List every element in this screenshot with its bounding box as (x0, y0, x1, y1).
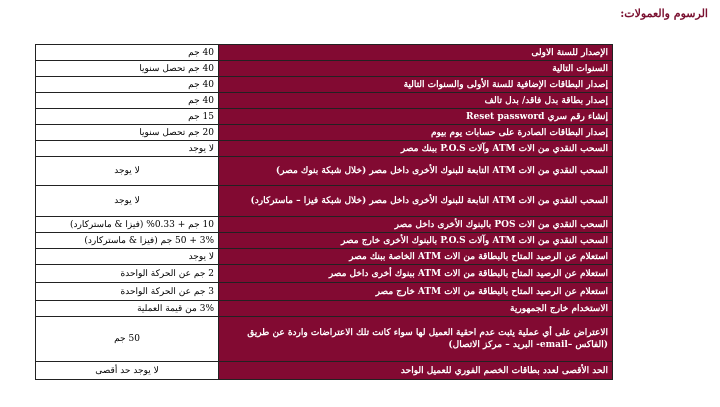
fee-value: لا يوجد (36, 141, 219, 157)
table-row (36, 157, 613, 186)
fee-label: الاعتراض على أي عملية يثبت عدم احقية العميل لها سواء كانت تلك الاعتراضات واردة عن طريق (الفاكس –email- البريد – مركز الاتصال) (219, 317, 613, 362)
fee-label: السحب النقدي من الات POS بالبنوك الأخرى داخل مصر (219, 217, 613, 233)
fee-label: إصدار البطاقات الصادرة على حسابات يوم بيوم (219, 125, 613, 141)
table-row (36, 93, 613, 109)
table-row (36, 233, 613, 249)
fee-label: الإصدار للسنة الاولى (219, 45, 613, 61)
fee-value: 40 جم تحصل سنويا (36, 61, 219, 77)
table-row (36, 265, 613, 283)
fee-value: 40 جم (36, 45, 219, 61)
fee-value: لا يوجد (36, 157, 219, 186)
fee-label: السحب النقدي من الات ATM وآلات P.O.S ببنك مصر (219, 141, 613, 157)
fee-label: السحب النقدي من الات ATM وآلات P.O.S بالبنوك الأخرى خارج مصر (219, 233, 613, 249)
table-row (36, 362, 613, 380)
fee-value: 2 جم عن الحركة الواحدة (36, 265, 219, 283)
section-title: الرسوم والعمولات: (620, 7, 708, 20)
table-row (36, 186, 613, 217)
fee-label: الاستخدام خارج الجمهورية (219, 301, 613, 317)
table-row (36, 249, 613, 265)
fee-label: السنوات التالية (219, 61, 613, 77)
fee-value: 50 جم (36, 317, 219, 362)
table-row (36, 141, 613, 157)
fee-label: السحب النقدي من الات ATM التابعة للبنوك الأخرى داخل مصر (خلال شبكة فيزا – ماستركارد) (219, 186, 613, 217)
fee-value: 3% + 50 جم (فيزا & ماستركارد) (36, 233, 219, 249)
table-row (36, 301, 613, 317)
table-row (36, 283, 613, 301)
fee-value: لا يوجد (36, 186, 219, 217)
table-row (36, 109, 613, 125)
fees-table (35, 44, 613, 380)
fee-label: إنشاء رقم سري Reset password (219, 109, 613, 125)
fee-value: 10 جم + 0.33% (فيزا & ماستركارد) (36, 217, 219, 233)
fee-value: لا يوجد (36, 249, 219, 265)
table-row (36, 61, 613, 77)
table-row (36, 217, 613, 233)
fee-value: 15 جم (36, 109, 219, 125)
table-row (36, 317, 613, 362)
fee-value: 20 جم تحصل سنويا (36, 125, 219, 141)
fee-label: إصدار بطاقة بدل فاقد/ بدل تالف (219, 93, 613, 109)
fee-label: استعلام عن الرصيد المتاح بالبطاقة من الات ATM ببنوك أخرى داخل مصر (219, 265, 613, 283)
fee-value: 40 جم (36, 93, 219, 109)
table-row (36, 45, 613, 61)
fee-value: 3% من قيمة العملية (36, 301, 219, 317)
fee-label: إصدار البطاقات الإضافية للسنة الأولى والسنوات التالية (219, 77, 613, 93)
fee-label: السحب النقدي من الات ATM التابعة للبنوك الأخرى داخل مصر (خلال شبكة بنوك مصر) (219, 157, 613, 186)
fee-label: استعلام عن الرصيد المتاح بالبطاقة من الات ATM الخاصة ببنك مصر (219, 249, 613, 265)
table-row (36, 125, 613, 141)
fee-value: 40 جم (36, 77, 219, 93)
fee-value: لا يوجد حد أقصى (36, 362, 219, 380)
fee-label: استعلام عن الرصيد المتاح بالبطاقة من الات ATM خارج مصر (219, 283, 613, 301)
fee-label: الحد الأقصى لعدد بطاقات الخصم الفوري للعميل الواحد (219, 362, 613, 380)
fee-value: 3 جم عن الحركة الواحدة (36, 283, 219, 301)
table-row (36, 77, 613, 93)
